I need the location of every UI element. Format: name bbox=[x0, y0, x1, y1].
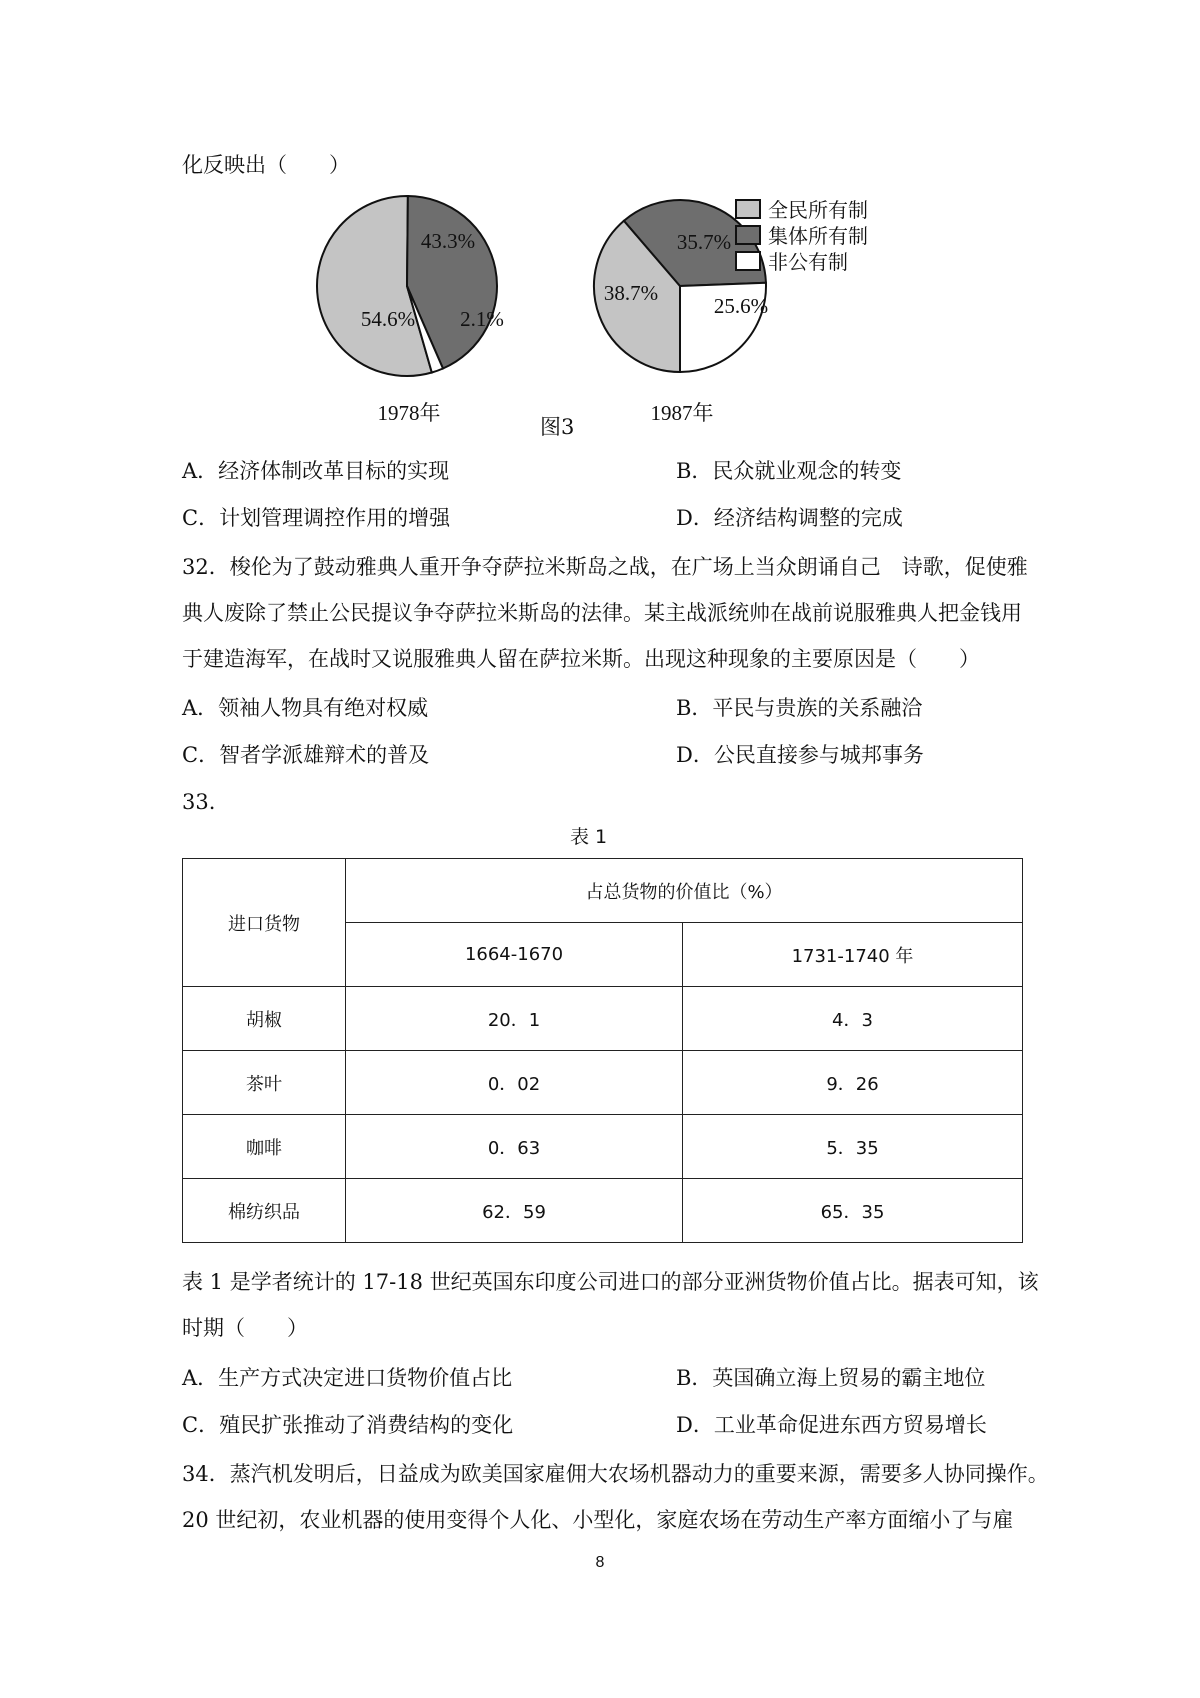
row-value-period-1: 0．63 bbox=[346, 1115, 683, 1179]
row-item: 棉纺织品 bbox=[183, 1179, 346, 1243]
pie-slice-label: 38.7% bbox=[603, 281, 659, 305]
legend-label: 非公有制 bbox=[768, 250, 848, 274]
q31-stem-tail: 化反映出（ ） bbox=[182, 153, 350, 177]
q33-option-d: D．工业革命促进东西方贸易增长 bbox=[676, 1413, 987, 1437]
pie-slice-label: 54.6% bbox=[360, 307, 416, 331]
pie-slice-label: 2.1% bbox=[460, 307, 504, 331]
legend-swatch bbox=[736, 226, 760, 244]
q32-option-b: B．平民与贵族的关系融洽 bbox=[676, 696, 923, 720]
table-1 bbox=[182, 858, 1023, 1243]
legend-label: 全民所有制 bbox=[768, 198, 868, 222]
pie-year-label: 1987年 bbox=[650, 401, 714, 425]
row-value-period-1: 20．1 bbox=[346, 987, 683, 1051]
figure-3-pie-charts bbox=[300, 192, 940, 442]
legend-label: 集体所有制 bbox=[768, 224, 868, 248]
table-row bbox=[183, 987, 1023, 1051]
row-value-period-1: 62．59 bbox=[346, 1179, 683, 1243]
row-value-period-1: 0．02 bbox=[346, 1051, 683, 1115]
table-row bbox=[183, 1051, 1023, 1115]
row-item: 茶叶 bbox=[183, 1051, 346, 1115]
row-item: 咖啡 bbox=[183, 1115, 346, 1179]
row-value-period-2: 65．35 bbox=[683, 1179, 1023, 1243]
header-value-share: 占总货物的价值比（%） bbox=[346, 859, 1023, 923]
q34-stem-line-1: 34．蒸汽机发明后，日益成为欧美国家雇佣大农场机器动力的重要来源，需要多人协同操作。 bbox=[182, 1462, 1049, 1486]
q32-stem-line-2: 典人废除了禁止公民提议争夺萨拉米斯岛的法律。某主战派统帅在战前说服雅典人把金钱用 bbox=[182, 601, 1022, 625]
legend-swatch bbox=[736, 200, 760, 218]
q33-stem-line-1: 表 1 是学者统计的 17-18 世纪英国东印度公司进口的部分亚洲货物价值占比。据表可知，该 bbox=[182, 1270, 1039, 1294]
q31-option-b: B．民众就业观念的转变 bbox=[676, 459, 902, 483]
header-period-2: 1731-1740 年 bbox=[683, 923, 1023, 987]
q32-option-c: C．智者学派雄辩术的普及 bbox=[182, 743, 430, 767]
q33-number: 33. bbox=[182, 790, 216, 814]
q31-option-c: C．计划管理调控作用的增强 bbox=[182, 506, 451, 530]
table-row bbox=[183, 1115, 1023, 1179]
q33-option-c: C．殖民扩张推动了消费结构的变化 bbox=[182, 1413, 514, 1437]
row-value-period-2: 5．35 bbox=[683, 1115, 1023, 1179]
q31-option-a: A．经济体制改革目标的实现 bbox=[182, 459, 450, 483]
q33-stem-line-2: 时期（ ） bbox=[182, 1316, 308, 1340]
pie-slice-label: 25.6% bbox=[713, 294, 769, 318]
table-row bbox=[183, 1179, 1023, 1243]
page-number: 8 bbox=[595, 1554, 605, 1571]
q33-option-b: B．英国确立海上贸易的霸主地位 bbox=[676, 1366, 986, 1390]
row-value-period-2: 4．3 bbox=[683, 987, 1023, 1051]
q32-option-a: A．领袖人物具有绝对权威 bbox=[182, 696, 429, 720]
legend-swatch bbox=[736, 252, 760, 270]
q32-stem-line-3: 于建造海军，在战时又说服雅典人留在萨拉米斯。出现这种现象的主要原因是（ ） bbox=[182, 647, 980, 671]
row-value-period-2: 9．26 bbox=[683, 1051, 1023, 1115]
header-period-1: 1664-1670 bbox=[346, 923, 683, 987]
q33-option-a: A．生产方式决定进口货物价值占比 bbox=[182, 1366, 513, 1390]
row-item: 胡椒 bbox=[183, 987, 346, 1051]
q32-option-d: D．公民直接参与城邦事务 bbox=[676, 743, 924, 767]
pie-slice-label: 43.3% bbox=[420, 229, 476, 253]
pie-slice-label: 35.7% bbox=[676, 230, 732, 254]
table-title: 表 1 bbox=[570, 826, 608, 848]
q31-option-d: D．经济结构调整的完成 bbox=[676, 506, 903, 530]
q32-stem-line-1: 32．梭伦为了鼓动雅典人重开争夺萨拉米斯岛之战，在广场上当众朗诵自己 诗歌，促使雅 bbox=[182, 555, 1028, 579]
header-import-goods: 进口货物 bbox=[183, 859, 346, 987]
pie-year-label: 1978年 bbox=[377, 401, 441, 425]
q34-stem-line-2: 20 世纪初，农业机器的使用变得个人化、小型化，家庭农场在劳动生产率方面缩小了与雇 bbox=[182, 1508, 1014, 1532]
figure-caption: 图3 bbox=[540, 415, 575, 439]
